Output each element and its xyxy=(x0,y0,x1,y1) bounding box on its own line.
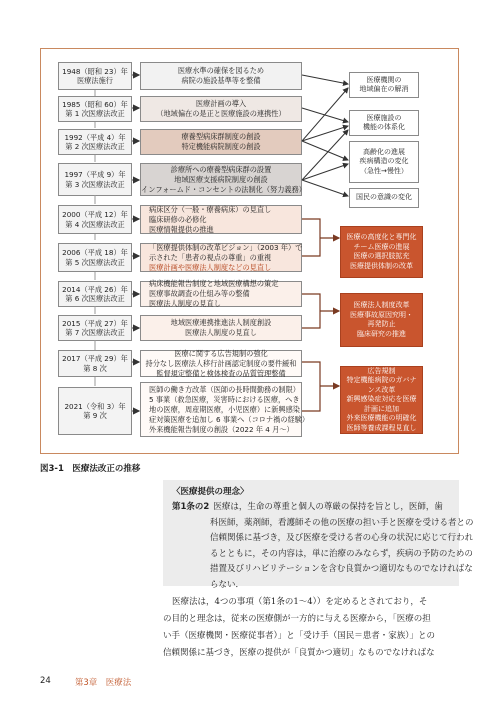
text-line: 特定機能病院のガバナ xyxy=(346,376,417,385)
text-line: 第 8 次 xyxy=(83,363,107,373)
text-line: 第 7 次医療法改正 xyxy=(65,328,125,337)
text-line: 第 1 次医療法改正 xyxy=(65,109,125,118)
text-line: 地の医療，周産期医療，小児医療）に新興感染 xyxy=(149,404,300,414)
text-line: 1997（平成 9）年 xyxy=(64,170,126,179)
principle-box-title: 〈医療提供の理念〉 xyxy=(172,487,249,497)
text-line: 国民の意識の変化 xyxy=(356,193,412,202)
principle-box-body xyxy=(172,500,474,593)
text-line: 機能の体系化 xyxy=(363,123,405,131)
text-line: 1992（平成 4）年 xyxy=(64,132,126,142)
box-text-line: 科医師，薬剤師，看護師その他の医療の担い手と医療を受ける者との xyxy=(210,517,474,528)
chapter-label: 第3章 医療法 xyxy=(74,678,132,688)
text-line: 医療事故原因究明・ xyxy=(350,310,413,319)
text-line: 医療計画の導入 xyxy=(195,99,247,108)
text-line: 5 事業（救急医療，災害時における医療，へき xyxy=(149,394,300,404)
text-line: 計画に追加 xyxy=(364,404,399,413)
text-line: 2006（平成 18）年 xyxy=(62,248,128,257)
text-line: 高齢化の進展 xyxy=(363,147,405,156)
text-line: 医療法人制度改革 xyxy=(353,301,410,309)
text-line: 医師の働き方改革（医師の長時間勤務の制限） xyxy=(149,384,300,394)
text-line: 1985（昭和 60）年 xyxy=(62,99,128,109)
text-line: 医療水準の確保を図るため xyxy=(177,66,265,75)
text-line: 医療提供体制の改革 xyxy=(350,261,413,270)
paragraph-line: 医療法は，4つの事項（第1条の1〜4））を定めるとされており，そ xyxy=(172,597,428,607)
text-line: 病床区分（一般・療養病床）の見直し xyxy=(149,204,272,214)
text-line: 医療法人制度の見直し xyxy=(149,299,221,308)
text-line: 療養型病床群制度の創設 xyxy=(181,132,261,141)
text-line: 地域偏在の解消 xyxy=(359,85,409,93)
text-line: 病床機能報告制度と地域医療構想の策定 xyxy=(149,279,279,288)
figure-caption: 図3-1 医療法改正の推移 xyxy=(40,464,141,474)
article-text: 医療は，生命の尊重と個人の尊厳の保持を旨とし，医師，歯 xyxy=(213,502,443,512)
text-line: 第 3 次医療法改正 xyxy=(65,179,125,189)
body-paragraph xyxy=(163,594,463,662)
text-line: 医療機関の xyxy=(366,75,402,84)
text-line: 医師等養成課程見直し xyxy=(346,423,417,432)
text-line: 医療法施行 xyxy=(77,76,113,85)
box-text-line xyxy=(172,500,450,516)
paragraph-line: い手（医療機関・医療従事者）」と「受け手（国民＝患者・家族）」との xyxy=(163,631,436,641)
text-line: 2017（平成 29）年 xyxy=(62,354,128,363)
page-footer xyxy=(40,676,131,688)
text-line: 第 2 次医療法改正 xyxy=(65,142,125,151)
text-line: 医療事故調査の仕組み等の整備 xyxy=(149,289,250,298)
text-line: 第 4 次医療法改正 xyxy=(65,219,125,229)
text-line: （地域偏在の是正と医療施設の連携性） xyxy=(156,109,286,118)
paragraph-line: 信頼関係に基づき，医療の提供が「良質かつ適切」なものでなければな xyxy=(163,648,435,658)
box-text-line: 信頼関係に基づき，及び医療を受ける者の心身の状況に応じて行われ xyxy=(210,533,474,543)
principle-box xyxy=(163,480,474,590)
text-line: 外来医療機能の明確化 xyxy=(346,414,417,423)
text-line: 「医療提供体制の改革ビジョン」（2003 年）で xyxy=(149,242,303,252)
box-text-line: 措置及びリハビリテーションを含む良質かつ適切なものでなければな xyxy=(210,564,473,574)
text-line: 医療情報提供の推進 xyxy=(149,224,214,234)
text-line: 2021（令和 3）年 xyxy=(64,401,126,411)
article-number: 第1条の2 xyxy=(172,502,210,512)
text-line: 外来機能報告制度の創設（2022 年 4 月〜） xyxy=(149,424,294,434)
text-line: 医療法人制度の見直し xyxy=(185,328,257,337)
text-line: 病院の施設基準等を整備 xyxy=(181,76,261,85)
text-line: 2000（平成 12）年 xyxy=(62,210,128,219)
text-line: 特定機能病院制度の創設 xyxy=(181,142,261,151)
text-line: 地域医療連携推進法人制度創設 xyxy=(170,318,272,327)
text-line: （急性→慢性） xyxy=(360,166,408,175)
text-line: 地域医療支援病院制度の創設 xyxy=(174,174,268,184)
text-line: 医療の選択肢拡充 xyxy=(353,252,410,260)
text-line: ンス改革 xyxy=(367,385,396,394)
text-line: 第 9 次 xyxy=(83,411,107,420)
text-line: 監督規定整備と検体検査の品質管理整備 xyxy=(156,368,286,378)
box-text-line: らない． xyxy=(210,579,245,590)
text-line: 1948（昭和 23）年 xyxy=(62,66,128,76)
text-line: 第 5 次医療法改正 xyxy=(65,257,125,267)
text-line: 2015（平成 27）年 xyxy=(62,318,128,328)
box-text-line: るとともに，その内容は，単に治療のみならず，疾病の予防のための xyxy=(210,548,473,559)
text-line: インフォームド・コンセントの法制化（努力義務） xyxy=(141,184,306,194)
paragraph-line: の目的と理念は，従来の医療側が一方的に与える医療から，「医療の担 xyxy=(163,614,431,624)
text-line: チーム医療の進展 xyxy=(353,242,410,251)
text-line: 2014（平成 26）年 xyxy=(62,284,128,294)
text-line: 新興感染症対応を医療 xyxy=(346,395,417,404)
text-line: 症対策医療を追加し 6 事業へ（コロナ禍の経験） xyxy=(149,414,310,424)
page-number: 24 xyxy=(40,676,51,686)
text-line: 持分なし医療法人移行計画認定制度の要件緩和 xyxy=(145,358,297,368)
text-line: 広告規制 xyxy=(367,366,396,375)
text-line: 示された「患者の視点の尊重」の重視 xyxy=(149,252,272,262)
text-line: 臨床研究の推進 xyxy=(357,329,406,338)
text-line: 診療所への療養型病床群の設置 xyxy=(170,164,272,174)
text-line: 医療施設の xyxy=(366,113,402,122)
text-line: 臨床研修の必修化 xyxy=(149,214,207,224)
text-line: 再発防止 xyxy=(367,320,396,328)
text-line: 医療計画や医療法人制度などの見直し xyxy=(149,262,272,272)
text-line: 疾病構造の変化 xyxy=(359,157,409,166)
text-line: 医療の高度化と専門化 xyxy=(346,233,417,241)
text-line: 第 6 次医療法改正 xyxy=(65,294,125,303)
text-line: 医療に関する広告規制の強化 xyxy=(174,348,268,358)
